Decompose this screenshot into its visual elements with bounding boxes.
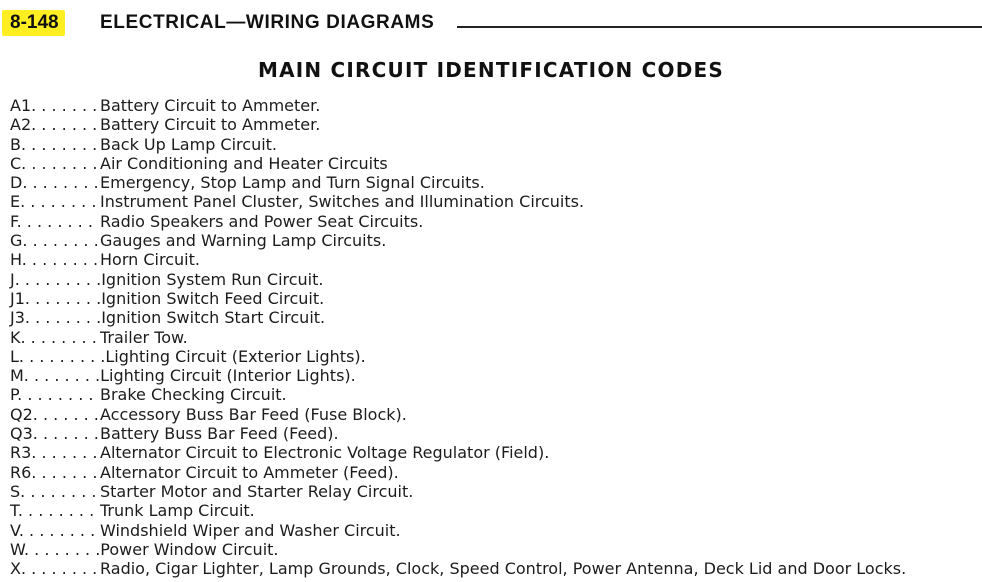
- list-item: [10, 405, 906, 424]
- list-item: [10, 308, 906, 327]
- circuit-description: Radio Speakers and Power Seat Circuits.: [100, 211, 424, 231]
- circuit-code: C. . . . . . . .: [10, 153, 98, 173]
- header-rule: [457, 26, 982, 28]
- list-item: [10, 366, 906, 385]
- circuit-description: Battery Buss Bar Feed (Feed).: [100, 424, 339, 444]
- circuit-description: Radio, Cigar Lighter, Lamp Grounds, Clock, Speed Control, Power Antenna, Deck Lid and Door Locks.: [100, 559, 907, 579]
- circuit-description: Lighting Circuit (Exterior Lights).: [105, 346, 366, 366]
- circuit-code: Q3. . . . . . .: [10, 424, 99, 444]
- circuit-description: Alternator Circuit to Ammeter (Feed).: [100, 462, 399, 482]
- circuit-code: J1. . . . . . . .: [10, 288, 102, 308]
- list-item: [10, 96, 906, 115]
- circuit-code: D. . . . . . . .: [10, 173, 99, 193]
- circuit-description: Ignition Switch Start Circuit.: [101, 308, 326, 328]
- list-item: [10, 212, 906, 231]
- list-item: [10, 424, 906, 443]
- list-item: [10, 347, 906, 366]
- circuit-code: R3. . . . . . .: [10, 443, 98, 463]
- list-item: [10, 115, 906, 134]
- list-item: [10, 328, 906, 347]
- list-item: [10, 463, 906, 482]
- list-item: [10, 270, 906, 289]
- circuit-description: Emergency, Stop Lamp and Turn Signal Circuits.: [100, 173, 485, 193]
- list-item: [10, 231, 906, 250]
- circuit-code-list: [10, 96, 906, 578]
- section-title: ELECTRICAL—WIRING DIAGRAMS: [100, 12, 435, 33]
- circuit-description: Battery Circuit to Ammeter.: [100, 115, 321, 135]
- circuit-code: J3. . . . . . . .: [10, 308, 102, 328]
- circuit-code: S. . . . . . . .: [10, 481, 97, 501]
- circuit-code: B. . . . . . . .: [10, 134, 98, 154]
- circuit-code: P. . . . . . . .: [10, 385, 94, 405]
- circuit-code: E. . . . . . . .: [10, 192, 97, 212]
- circuit-description: Ignition System Run Circuit.: [101, 269, 324, 289]
- circuit-description: Ignition Switch Feed Circuit.: [101, 288, 325, 308]
- circuit-code: V. . . . . . . .: [10, 520, 96, 540]
- circuit-code: Q2. . . . . . .: [10, 404, 99, 424]
- circuit-description: Gauges and Warning Lamp Circuits.: [100, 231, 387, 251]
- list-item: [10, 192, 906, 211]
- circuit-description: Trailer Tow.: [100, 327, 188, 347]
- list-item: [10, 482, 906, 501]
- circuit-code: H. . . . . . . .: [10, 250, 99, 270]
- circuit-code: J. . . . . . . . .: [10, 269, 102, 289]
- circuit-description: Brake Checking Circuit.: [100, 385, 287, 405]
- circuit-description: Accessory Buss Bar Feed (Fuse Block).: [100, 404, 407, 424]
- list-item: [10, 385, 906, 404]
- circuit-code: G. . . . . . . .: [10, 231, 99, 251]
- circuit-description: Alternator Circuit to Electronic Voltage Regulator (Field).: [100, 443, 550, 463]
- list-item: [10, 501, 906, 520]
- circuit-description: Battery Circuit to Ammeter.: [100, 96, 321, 115]
- circuit-description: Power Window Circuit.: [100, 539, 279, 559]
- circuit-description: Horn Circuit.: [100, 250, 200, 270]
- circuit-code: A2. . . . . . .: [10, 115, 98, 135]
- circuit-description: Starter Motor and Starter Relay Circuit.: [100, 481, 414, 501]
- circuit-code: K. . . . . . . .: [10, 327, 97, 347]
- circuit-code: R6. . . . . . .: [10, 462, 98, 482]
- page-header: [0, 8, 982, 36]
- page-number: 8-148: [2, 10, 65, 36]
- circuit-code: W. . . . . . . .: [10, 539, 101, 559]
- list-item: [10, 135, 906, 154]
- circuit-description: Windshield Wiper and Washer Circuit.: [100, 520, 401, 540]
- circuit-code: A1. . . . . . .: [10, 96, 98, 115]
- page-title: MAIN CIRCUIT IDENTIFICATION CODES: [258, 58, 724, 82]
- circuit-code: F. . . . . . . .: [10, 211, 93, 231]
- circuit-code: M. . . . . . . .: [10, 366, 101, 386]
- list-item: [10, 250, 906, 269]
- circuit-description: Air Conditioning and Heater Circuits: [100, 153, 388, 173]
- list-item: [10, 521, 906, 540]
- list-item: [10, 173, 906, 192]
- circuit-description: Instrument Panel Cluster, Switches and Illumination Circuits.: [100, 192, 585, 212]
- list-item: [10, 559, 906, 578]
- circuit-description: Trunk Lamp Circuit.: [100, 501, 255, 521]
- circuit-code: L. . . . . . . . .: [10, 346, 106, 366]
- list-item: [10, 154, 906, 173]
- circuit-description: Back Up Lamp Circuit.: [100, 134, 278, 154]
- list-item: [10, 289, 906, 308]
- circuit-code: X. . . . . . . .: [10, 559, 98, 579]
- list-item: [10, 540, 906, 559]
- circuit-description: Lighting Circuit (Interior Lights).: [100, 366, 356, 386]
- circuit-code: T. . . . . . . .: [10, 501, 95, 521]
- list-item: [10, 443, 906, 462]
